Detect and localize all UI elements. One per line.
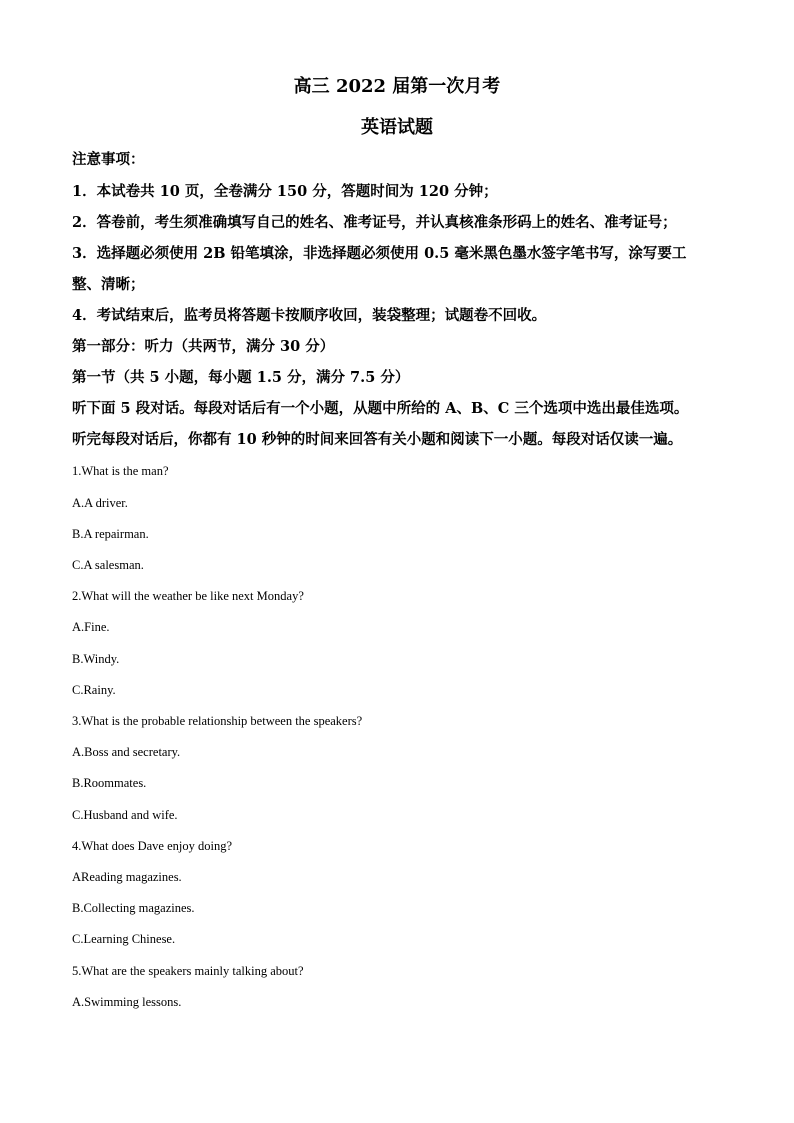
note-item-1: 1．本试卷共 10 页，全卷满分 150 分，答题时间为 120 分钟；	[72, 183, 498, 200]
question-5-stem: 5.What are the speakers mainly talking about?	[72, 964, 304, 978]
note-item-4: 4．考试结束后，监考员将答题卡按顺序收回，装袋整理；试题卷不回收。	[72, 307, 547, 324]
note-item-3-continued: 整、清晰；	[72, 276, 145, 293]
question-4-stem: 4.What does Dave enjoy doing?	[72, 839, 233, 853]
question-3-option-b: B.Roommates.	[72, 776, 147, 790]
question-1-option-b: B.A repairman.	[72, 527, 149, 541]
question-1-stem: 1.What is the man?	[72, 464, 169, 478]
question-1-option-a: A.A driver.	[72, 496, 128, 510]
part-title: 第一部分：听力（共两节，满分 30 分）	[72, 338, 335, 355]
question-4-option-a: AReading magazines.	[72, 870, 182, 884]
question-4-option-c: C.Learning Chinese.	[72, 932, 176, 946]
question-1-option-c: C.A salesman.	[72, 558, 144, 572]
instruction-line-2: 听完每段对话后，你都有 10 秒钟的时间来回答有关小题和阅读下一小题。每段对话仅读一遍。	[72, 431, 683, 448]
question-2-option-c: C.Rainy.	[72, 683, 116, 697]
question-5-option-a: A.Swimming lessons.	[72, 995, 182, 1009]
question-3-option-a: A.Boss and secretary.	[72, 745, 181, 759]
note-item-3: 3．选择题必须使用 2B 铅笔填涂，非选择题必须使用 0.5 毫米黑色墨水签字笔书写，涂写要工	[72, 245, 687, 262]
subsection-title: 第一节（共 5 小题，每小题 1.5 分，满分 7.5 分）	[72, 369, 410, 386]
question-4-option-b: B.Collecting magazines.	[72, 901, 195, 915]
question-2-option-a: A.Fine.	[72, 620, 110, 634]
page-title: 高三 2022 届第一次月考	[293, 76, 501, 97]
page-subtitle: 英语试题	[361, 117, 433, 138]
instruction-line-1: 听下面 5 段对话。每段对话后有一个小题，从题中所给的 A、B、C 三个选项中选出最佳选项。	[72, 400, 689, 417]
question-3-option-c: C.Husband and wife.	[72, 808, 178, 822]
question-3-stem: 3.What is the probable relationship between the speakers?	[72, 714, 363, 728]
question-2-stem: 2.What will the weather be like next Monday?	[72, 589, 304, 603]
note-item-2: 2．答卷前，考生须准确填写自己的姓名、准考证号，并认真核准条形码上的姓名、准考证号；	[72, 214, 677, 231]
question-2-option-b: B.Windy.	[72, 652, 120, 666]
notes-heading: 注意事项：	[72, 151, 145, 168]
